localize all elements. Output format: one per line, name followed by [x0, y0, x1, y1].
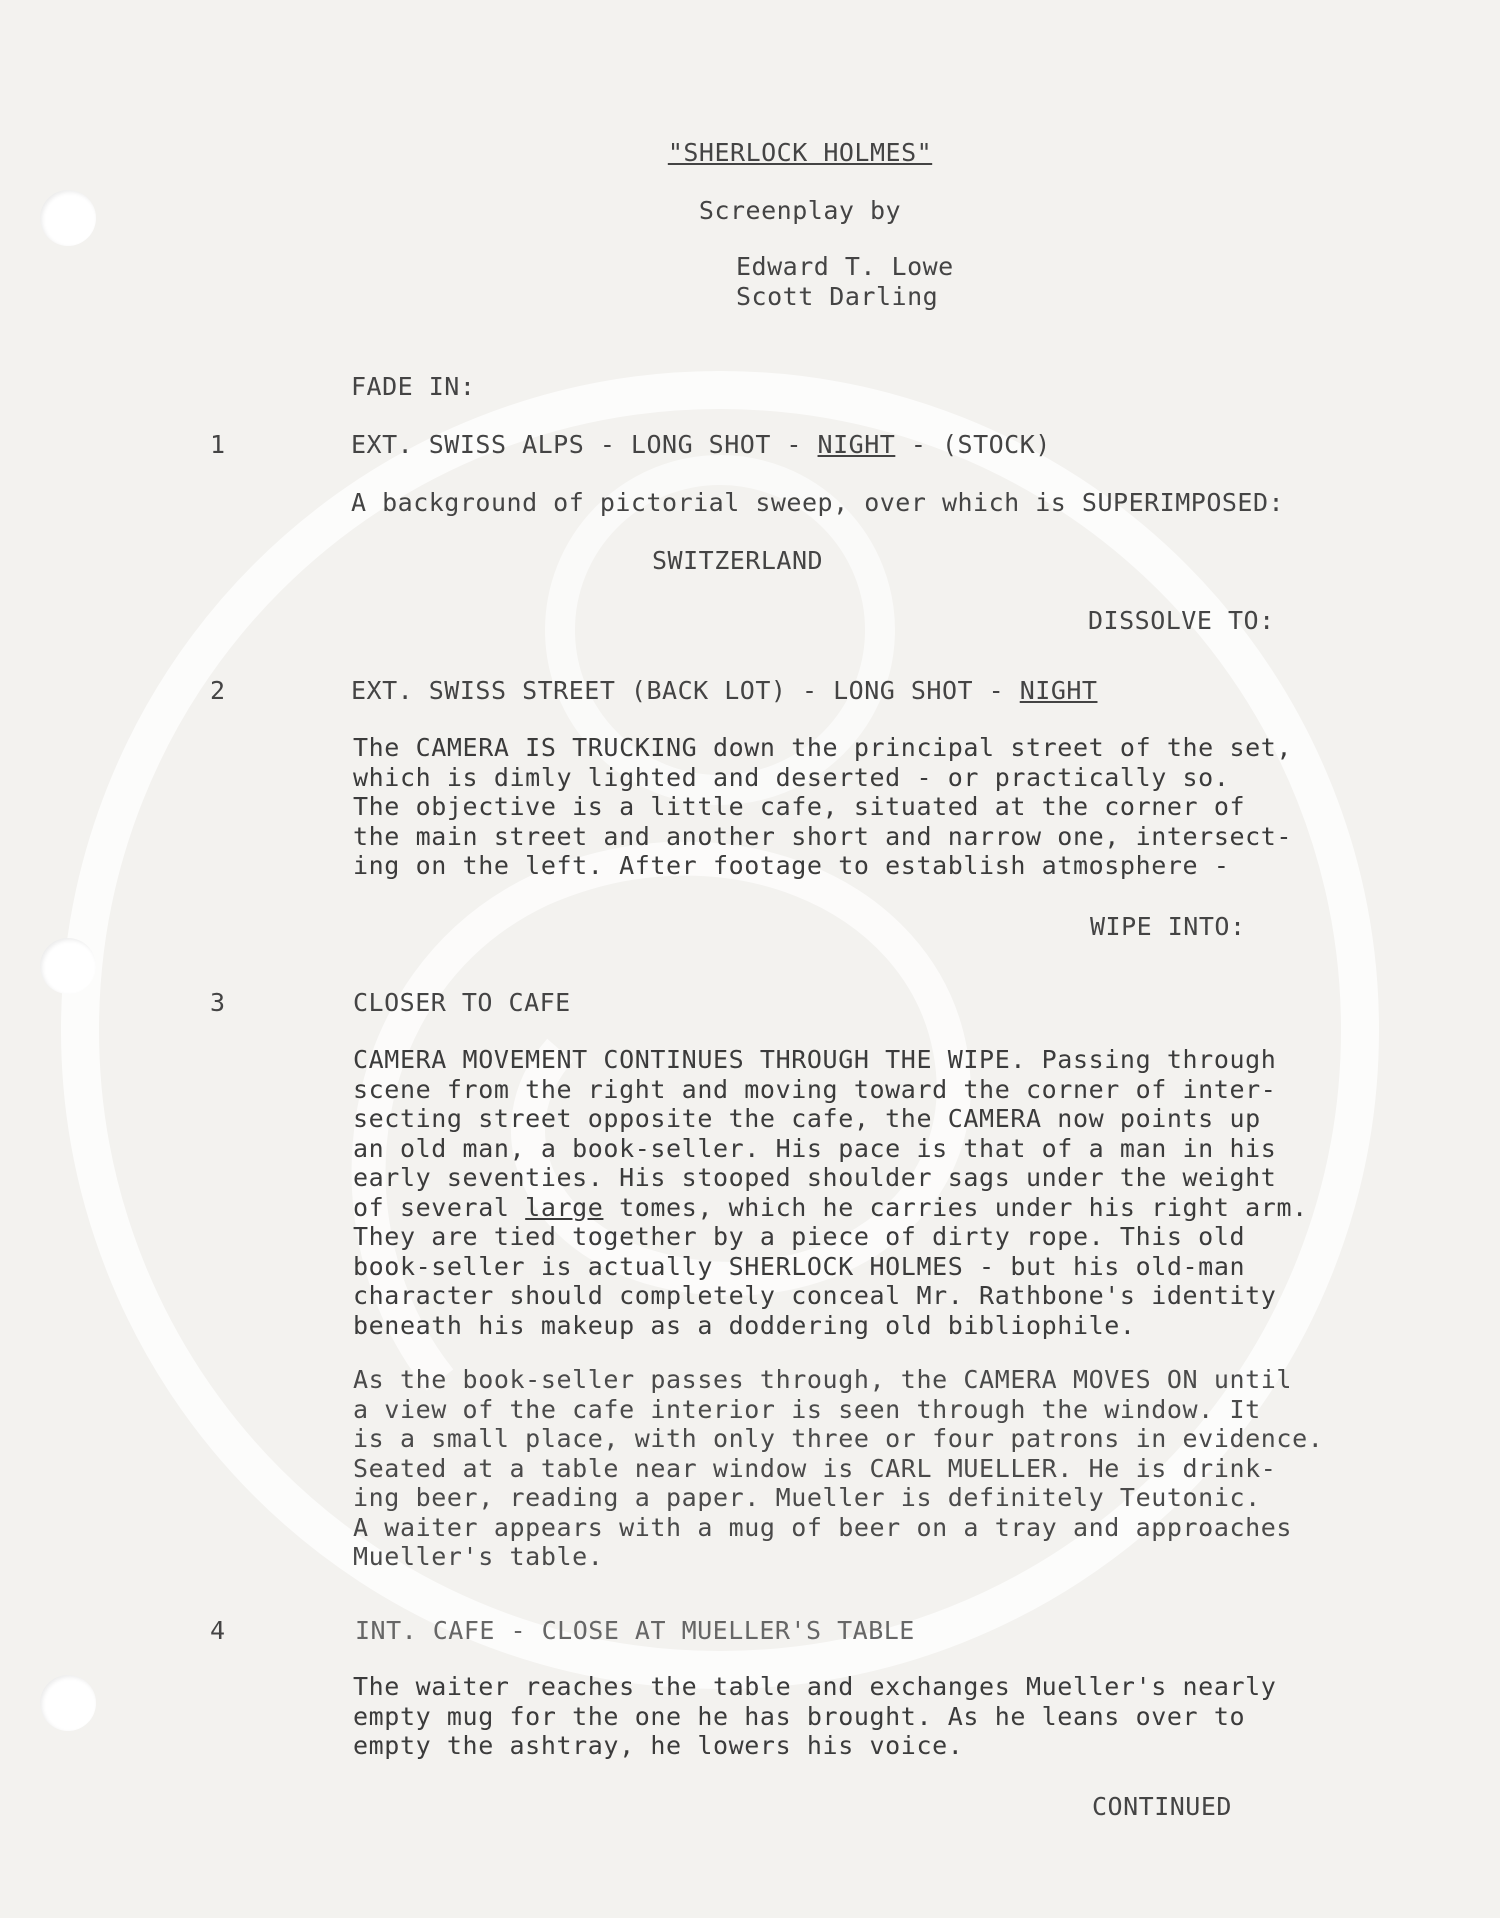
fade-in: FADE IN: — [351, 372, 476, 401]
scene-action: A background of pictorial sweep, over which is SUPERIMPOSED: — [351, 488, 1285, 517]
scene-heading: EXT. SWISS STREET (BACK LOT) - LONG SHOT - NIGHT — [351, 676, 1098, 705]
scene-heading: CLOSER TO CAFE — [353, 988, 571, 1017]
byline: Screenplay by — [698, 196, 902, 225]
author-2: Scott Darling — [736, 282, 939, 311]
scene-action: The waiter reaches the table and exchanges Mueller's nearly empty mug for the one he has brought. As he leans over to empty the ashtray, he lowers his voice. — [353, 1672, 1277, 1760]
continued-label: CONTINUED — [1092, 1792, 1232, 1821]
author-1: Edward T. Lowe — [736, 252, 954, 281]
scene-number: 2 — [210, 676, 226, 705]
script-title: "SHERLOCK HOLMES" — [667, 138, 933, 167]
transition: WIPE INTO: — [1090, 912, 1246, 941]
scene-action: The CAMERA IS TRUCKING down the principal street of the set, which is dimly lighted and deserted - or practically so. The objective is a little cafe, situated at the corner of the main street and another short and narrow one, intersect- ing on the left. After footage to establish atmosphere - — [353, 733, 1293, 880]
scene-number: 4 — [210, 1616, 226, 1645]
punch-hole-middle — [40, 938, 96, 994]
punch-hole-bottom — [40, 1675, 96, 1731]
superimposed-text: SWITZERLAND — [652, 546, 824, 575]
scene-heading: EXT. SWISS ALPS - LONG SHOT - NIGHT - (STOCK) — [351, 430, 1051, 459]
scene-action: CAMERA MOVEMENT CONTINUES THROUGH THE WIPE. Passing through scene from the right and moving toward the corner of inter- secting street opposite the cafe, the CAMERA now points up an old man, a book-seller. His pace is that of a man in his early seventies. His stooped shoulder sags under the weight of several large tomes, which he carries under his right arm. They are tied together by a piece of dirty rope. This old book-seller is actually SHERLOCK HOLMES - but his old-man character should completely conceal Mr. Rathbone's identity beneath his makeup as a doddering old bibliophile. — [353, 1045, 1308, 1340]
scene-action-2: As the book-seller passes through, the CAMERA MOVES ON until a view of the cafe interior is seen through the window. It is a small place, with only three or four patrons in evidence. Seated at a table near window is CARL MUELLER. He is drink- ing beer, reading a paper. Mueller is definitely Teutonic. A waiter appears with a mug of beer on a tray and approaches Mueller's table. — [353, 1365, 1324, 1571]
scene-heading: INT. CAFE - CLOSE AT MUELLER'S TABLE — [355, 1616, 915, 1645]
scene-number: 3 — [210, 988, 226, 1017]
transition: DISSOLVE TO: — [1088, 606, 1275, 635]
scene-number: 1 — [210, 430, 226, 459]
